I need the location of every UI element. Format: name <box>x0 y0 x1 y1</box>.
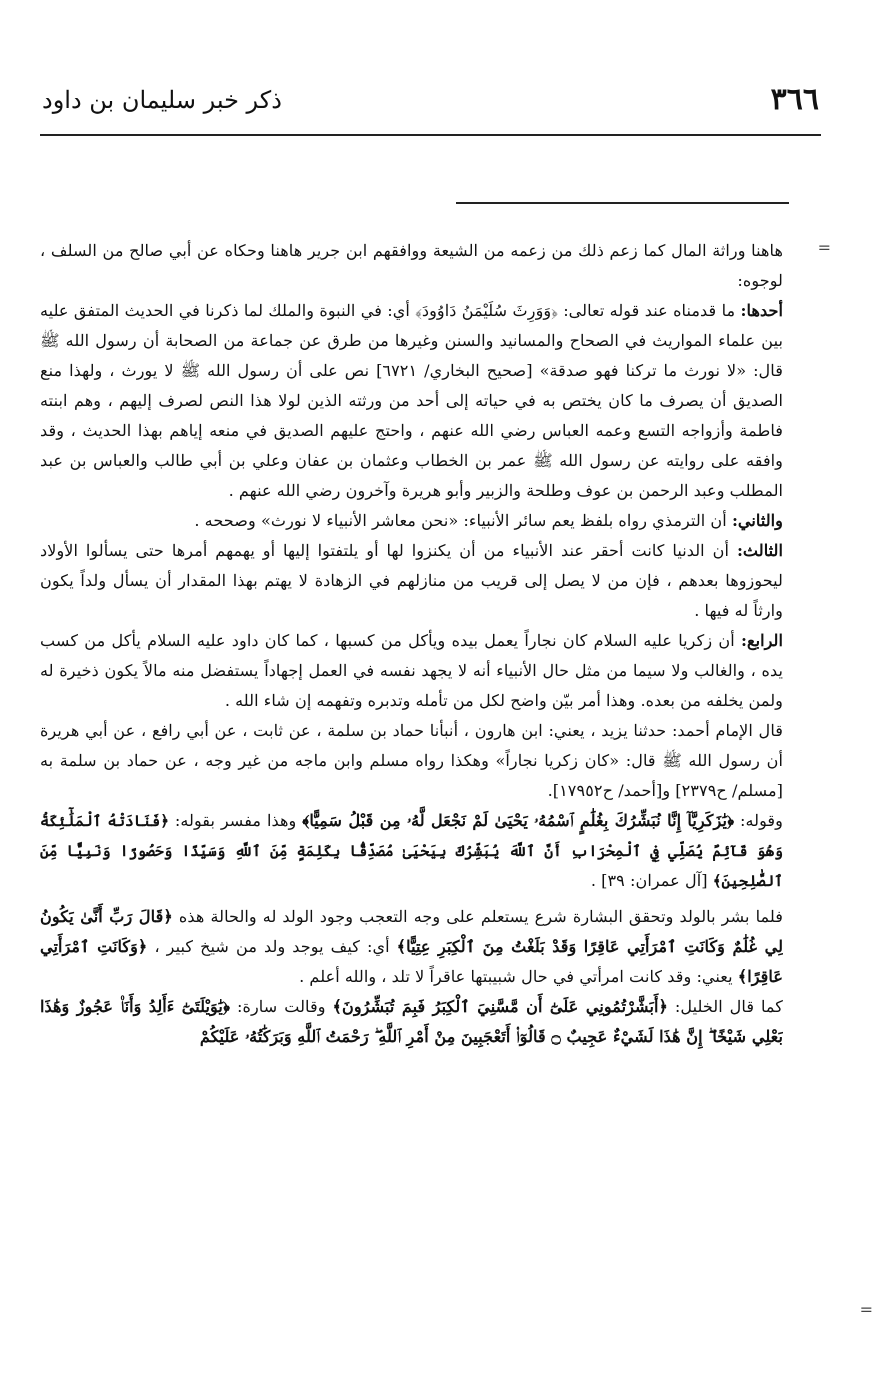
quran-verse: ﴿وَكَانَتِ ٱمْرَأَتِي عَاقِرًا﴾ <box>40 937 783 986</box>
falamma-tail: يعني: وقد كانت امرأتي في حال شبيبتها عاقراً لا تلد ، والله أعلم . <box>299 967 733 986</box>
point-label: الثالث: <box>736 541 783 560</box>
intro-paragraph: هاهنا وراثة المال كما زعم ذلك من زعمه من الشيعة ووافقهم ابن جرير هاهنا وحكاه عن أبي صالح من السلف ، لوجوه: <box>40 241 783 290</box>
khalil-mid: وقالت سارة: <box>237 997 326 1016</box>
footnote-separator-rule <box>456 202 789 204</box>
point-text: أن الترمذي رواه بلفظ يعم سائر الأنبياء: «نحن معاشر الأنبياء لا نورث» وصححه . <box>194 511 727 530</box>
qawluhu-lead: وقوله: <box>740 811 783 830</box>
point-text: أن زكريا عليه السلام كان نجاراً يعمل بيده ويأكل من كسبها ، كما كان داود عليه السلام يأكل من كسب يده ، والغالب ولا سيما من مثل حال الأنبياء أنه لا يجهد نفسه في العمل إجهاداً يستفضل منه مالاً يكون ذخيرة له ولمن يخلفه من بعده. وهذا أمر بيّن واضح لكل من تأمله وتدبره وتفهمه إن شاء الله . <box>40 631 783 710</box>
point-label: والثاني: <box>731 511 783 530</box>
khalil-paragraph <box>40 992 783 1052</box>
point-first <box>40 296 783 506</box>
point-text: أن الدنيا كانت أحقر عند الأنبياء من أن يكنزوا لها أو يلتفتوا إليها أو يهمهم أمرها حتى يسألوا الأولاد ليحوزوها بعدهم ، فإن من لا يصل إلى قريب من منازلهم في الزهادة لا يهتم بهذا المقدار أن يسأل ولداً يكون وارثاً له فيها . <box>40 541 783 620</box>
point-fourth <box>40 626 783 716</box>
page-number: ٣٦٦ <box>770 82 819 117</box>
running-title: ذكر خبر سليمان بن داود <box>42 86 282 114</box>
quran-verse: ﴿أَبَشَّرْتُمُونِي عَلَىٰٓ أَن مَّسَّنِيَ ٱلْكِبَرُ فَبِمَ تُبَشِّرُونَ﴾ <box>332 997 668 1016</box>
point-label: أحدها: <box>740 301 783 320</box>
margin-mark-top: = <box>817 238 831 257</box>
point-second <box>40 506 783 536</box>
header-rule <box>40 134 821 136</box>
quran-verse: ﴿يَٰزَكَرِيَّآ إِنَّا نُبَشِّرُكَ بِغُلَٰمٍ ٱسْمُهُۥ يَحْيَىٰ لَمْ نَجْعَل لَّهُۥ مِن قَبْلُ سَمِيًّا﴾ <box>302 811 735 830</box>
point-text: ما قدمناه عند قوله تعالى: ﴿وَوَرِثَ سُلَيْمَنُ دَاوُودَ﴾ أي: في النبوة والملك لما ذكرنا في الحديث المتفق عليه بين علماء المواريث في الصحاح والمسانيد والسنن وغيرها من طرق عن جماعة من الصحابة أن رسول الله ﷺ قال: «لا نورث ما تركنا فهو صدقة» [صحيح البخاري/ ٦٧٢١] نص على أن رسول الله ﷺ لا يورث ، ولهذا منع الصديق أن يصرف ما كان يختص به في حياته إلى أحد من ورثته الذين لولا هذا النص لصرف إليهم ، وهم ابنته فاطمة وأزواجه التسع وعمه العباس رضي الله عنهم ، واحتج عليهم الصديق في منعه إياهم بهذا الحديث ، وقد وافقه على روايته عن رسول الله ﷺ عمر بن الخطاب وعثمان بن عفان وعلي بن أبي طالب والعباس بن عبد المطلب وعبد الرحمن بن عوف وطلحة والزبير وأبو هريرة وآخرون رضي الله عنهم . <box>40 301 783 500</box>
quran-verse: ﴿يَٰوَيْلَتَىٰٓ ءَأَلِدُ وَأَنَا۠ عَجُوزٌ وَهَٰذَا بَعْلِي شَيْخًا ۖ إِنَّ هَٰذَا لَشَيْءٌ عَجِيبٌ ۝ قَالُوٓا۟ أَتَعْجَبِينَ مِنْ أَمْرِ ٱللَّهِ ۖ رَحْمَتُ ٱللَّهِ وَبَرَكَٰتُهُۥ عَلَيْكُمْ <box>40 997 783 1046</box>
body-text <box>40 236 783 1362</box>
quran-verse: ﴿قَالَ رَبِّ أَنَّىٰ يَكُونُ لِي غُلَٰمٌ وَكَانَتِ ٱمْرَأَتِي عَاقِرًا وَقَدْ بَلَغْتُ مِنَ ٱلْكِبَرِ عِتِيًّا﴾ <box>40 907 783 956</box>
falamma-lead: فلما بشر بالولد وتحقق البشارة شرع يستعلم على وجه التعجب وجود الولد له والحالة هذه <box>178 907 783 926</box>
point-third <box>40 536 783 626</box>
quran-verse: ﴿فَنَادَتْهُ ٱلْمَلَٰٓئِكَةُ وَهُوَ قَآئِمٌ يُصَلِّي فِي ٱلْمِحْرَابِ أَنَّ ٱللَّهَ يُبَشِّرُكَ بِيَحْيَىٰ مُصَدِّقًۢا بِكَلِمَةٍ مِّنَ ٱللَّهِ وَسَيِّدًا وَحَصُورًا وَنَبِيًّا مِّنَ ٱلصَّٰلِحِينَ﴾ <box>40 812 783 890</box>
falamma-mid: أي: كيف يوجد ولد من شيخ كبير ، <box>154 937 390 956</box>
point-label: الرابع: <box>741 631 783 650</box>
qawluhu-tail: وهذا مفسر بقوله: <box>174 811 297 830</box>
qawluhu-paragraph <box>40 806 783 896</box>
khalil-lead: كما قال الخليل: <box>674 997 783 1016</box>
falamma-paragraph <box>40 902 783 992</box>
margin-mark-bottom: = <box>859 1300 873 1319</box>
verse-reference: [آل عمران: ٣٩] . <box>590 871 708 890</box>
ahmad-hadith-paragraph: قال الإمام أحمد: حدثنا يزيد ، يعني: ابن هارون ، أنبأنا حماد بن سلمة ، عن ثابت ، عن أبي رافع ، عن أبي هريرة أن رسول الله ﷺ قال: «كان زكريا نجاراً» وهكذا رواه مسلم وابن ماجه من غير وجه ، عن حماد بن سلمة به [مسلم/ ح٢٣٧٩] و[أحمد/ ح١٧٩٥٢]. <box>40 721 783 800</box>
